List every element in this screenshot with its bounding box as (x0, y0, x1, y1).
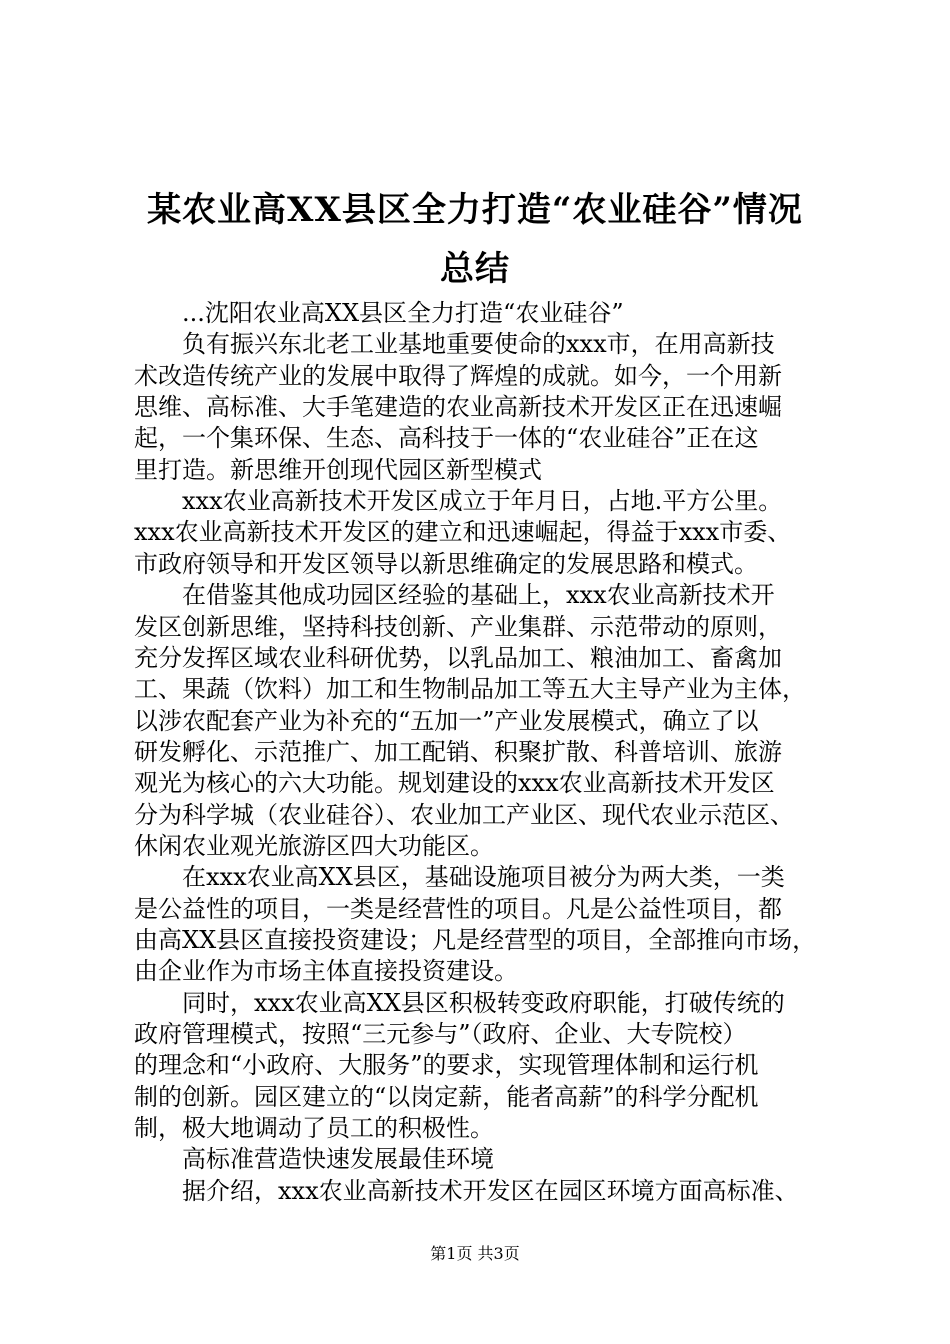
body-line: 由高XX县区直接投资建设；凡是经营型的项目，全部推向市场， (134, 926, 817, 954)
body-line: 在xxx农业高XX县区，基础设施项目被分为两大类，一类 (182, 863, 785, 892)
body-line: 市政府领导和开发区领导以新思维确定的发展思路和模式。 (134, 549, 758, 578)
body-line: 高标准营造快速发展最佳环境 (182, 1145, 494, 1174)
body-line: 发区创新思维，坚持科技创新、产业集群、示范带动的原则， (134, 612, 782, 641)
body-line: 充分发挥区域农业科研优势，以乳品加工、粮油加工、畜禽加 (134, 643, 782, 672)
body-line: 的理念和“小政府、大服务”的要求，实现管理体制和运行机 (134, 1051, 759, 1080)
body-line: 里打造。新思维开创现代园区新型模式 (134, 455, 542, 484)
body-line: 观光为核心的六大功能。规划建设的xxx农业高新技术开发区 (134, 769, 775, 798)
body-line: 政府管理模式，按照“三元参与”（政府、企业、大专院校） (134, 1020, 747, 1049)
body-line: 同时，xxx农业高XX县区积极转变政府职能，打破传统的 (182, 988, 785, 1017)
body-line: xxx农业高新技术开发区的建立和迅速崛起，得益于xxx市委、 (134, 518, 792, 547)
page-number-footer: 第1页 共3页 (430, 1244, 520, 1263)
body-line: 起，一个集环保、生态、高科技于一体的“农业硅谷”正在这 (134, 424, 759, 453)
body-line: xxx农业高新技术开发区成立于年月日，占地.平方公里。 (182, 487, 783, 516)
body-line: 制，极大地调动了员工的积极性。 (134, 1114, 494, 1143)
body-line: 以涉农配套产业为补充的“五加一”产业发展模式，确立了以 (134, 706, 759, 735)
document-title-line-1: 某农业高XX县区全力打造“农业硅谷”情况 (147, 190, 803, 230)
body-line: 分为科学城（农业硅谷）、农业加工产业区、现代农业示范区、 (134, 800, 794, 829)
body-line: 负有振兴东北老工业基地重要使命的xxx市，在用高新技 (182, 330, 775, 359)
body-line: 是公益性的项目，一类是经营性的项目。凡是公益性项目，都 (134, 894, 782, 923)
body-line: 思维、高标准、大手笔建造的农业高新技术开发区正在迅速崛 (134, 393, 782, 422)
body-line: 休闲农业观光旅游区四大功能区。 (134, 831, 494, 860)
body-line: 在借鉴其他成功园区经验的基础上，xxx农业高新技术开 (182, 581, 775, 610)
body-line: 由企业作为市场主体直接投资建设。 (134, 957, 518, 986)
document-title-line-2: 总结 (440, 249, 510, 289)
body-line: ...沈阳农业高XX县区全力打造“农业硅谷” (182, 299, 624, 327)
body-line: 据介绍，xxx农业高新技术开发区在园区环境方面高标准、 (182, 1176, 799, 1205)
body-line: 工、果蔬（饮料）加工和生物制品加工等五大主导产业为主体， (134, 675, 806, 704)
body-line: 研发孵化、示范推广、加工配销、积聚扩散、科普培训、旅游 (134, 737, 782, 766)
body-line: 术改造传统产业的发展中取得了辉煌的成就。如今，一个用新 (134, 361, 782, 390)
body-line: 制的创新。园区建立的“以岗定薪，能者高薪”的科学分配机 (134, 1082, 759, 1111)
